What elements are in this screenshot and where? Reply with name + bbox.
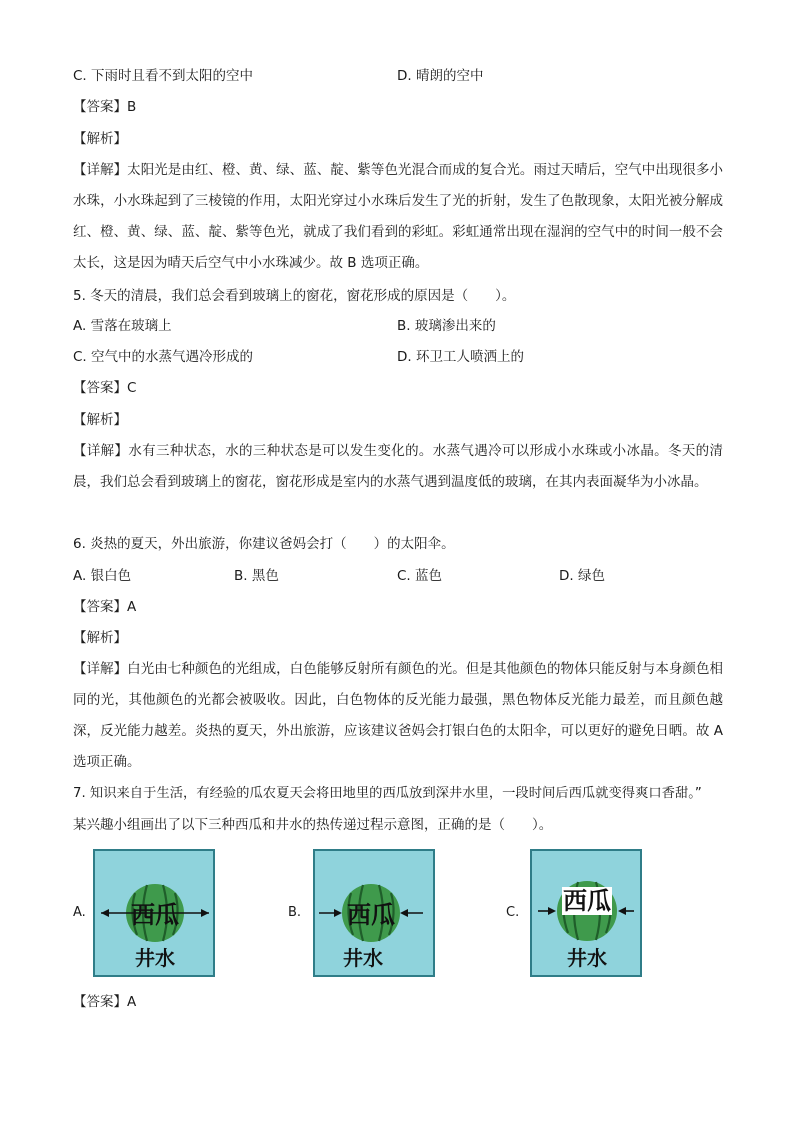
q5-detail: 【详解】水有三种状态，水的三种状态是可以发生变化的。水蒸气遇冷可以形成小水珠或小冰晶。冬天的清晨，我们总会看到玻璃上的窗花，窗花形成是室内的水蒸气遇到温度低的玻璃，在其内表面凝华为小冰晶。 xyxy=(73,443,723,490)
q6-option-a: A. 银白色 xyxy=(73,568,132,584)
q6-analysis-label: 【解析】 xyxy=(73,630,127,646)
q4-option-d: D. 晴朗的空中 xyxy=(397,68,484,84)
watermelon-label: 西瓜 xyxy=(347,900,395,929)
q6-stem: 6. 炎热的夏天，外出旅游，你建议爸妈会打（ ）的太阳伞。 xyxy=(73,536,455,552)
well-water-label: 井水 xyxy=(567,946,607,970)
watermelon-label: 西瓜 xyxy=(563,886,611,915)
q6-option-d: D. 绿色 xyxy=(559,568,605,584)
q5-option-a: A. 雪落在玻璃上 xyxy=(73,318,172,334)
q4-analysis-label: 【解析】 xyxy=(73,131,127,147)
figure-a-diagram xyxy=(93,849,215,977)
q6-option-c: C. 蓝色 xyxy=(397,568,443,584)
q7-stem-line2: 某兴趣小组画出了以下三种西瓜和井水的热传递过程示意图，正确的是（ ）。 xyxy=(73,817,553,833)
q5-answer: 【答案】C xyxy=(73,380,137,396)
q5-option-c: C. 空气中的水蒸气遇冷形成的 xyxy=(73,349,254,365)
figure-b-label: B. xyxy=(288,905,302,920)
q4-detail: 【详解】太阳光是由红、橙、黄、绿、蓝、靛、紫等色光混合而成的复合光。雨过天晴后，空气中出现很多小水珠，小水珠起到了三棱镜的作用，太阳光穿过小水珠后发生了光的折射，发生了色散现象，太阳光被分解成红、橙、黄、绿、蓝、靛、紫等色光，就成了我们看到的彩虹。彩虹通常出现在湿润的空气中的时间一般不会太长，这是因为晴天后空气中小水珠减少。故 B 选项正确。 xyxy=(73,162,723,271)
well-water-label: 井水 xyxy=(135,946,175,970)
q5-option-b: B. 玻璃渗出来的 xyxy=(397,318,496,334)
q7-stem-line1: 7. 知识来自于生活，有经验的瓜农夏天会将田地里的西瓜放到深井水里，一段时间后西瓜就变得爽口香甜。” xyxy=(73,786,702,801)
q7-answer: 【答案】A xyxy=(73,994,137,1010)
q4-answer: 【答案】B xyxy=(73,99,137,115)
figure-b-diagram xyxy=(313,849,435,977)
q5-stem: 5. 冬天的清晨，我们总会看到玻璃上的窗花，窗花形成的原因是（ ）。 xyxy=(73,288,516,304)
q6-answer: 【答案】A xyxy=(73,599,137,615)
q4-option-c: C. 下雨时且看不到太阳的空中 xyxy=(73,68,254,84)
figure-a-label: A. xyxy=(73,905,86,920)
figure-c-label: C. xyxy=(506,905,520,920)
well-water-label: 井水 xyxy=(343,946,383,970)
figure-c-diagram xyxy=(530,849,642,977)
q5-option-d: D. 环卫工人喷洒上的 xyxy=(397,349,524,365)
q6-detail: 【详解】白光由七种颜色的光组成，白色能够反射所有颜色的光。但是其他颜色的物体只能反射与本身颜色相同的光，其他颜色的光都会被吸收。因此，白色物体的反光能力最强，黑色物体反光能力最差，而且颜色越深，反光能力越差。炎热的夏天，外出旅游，应该建议爸妈会打银白色的太阳伞，可以更好的避免日晒。故 A 选项正确。 xyxy=(73,661,723,770)
q6-option-b: B. 黑色 xyxy=(234,568,279,584)
watermelon-label: 西瓜 xyxy=(131,900,179,929)
q5-analysis-label: 【解析】 xyxy=(73,412,127,428)
